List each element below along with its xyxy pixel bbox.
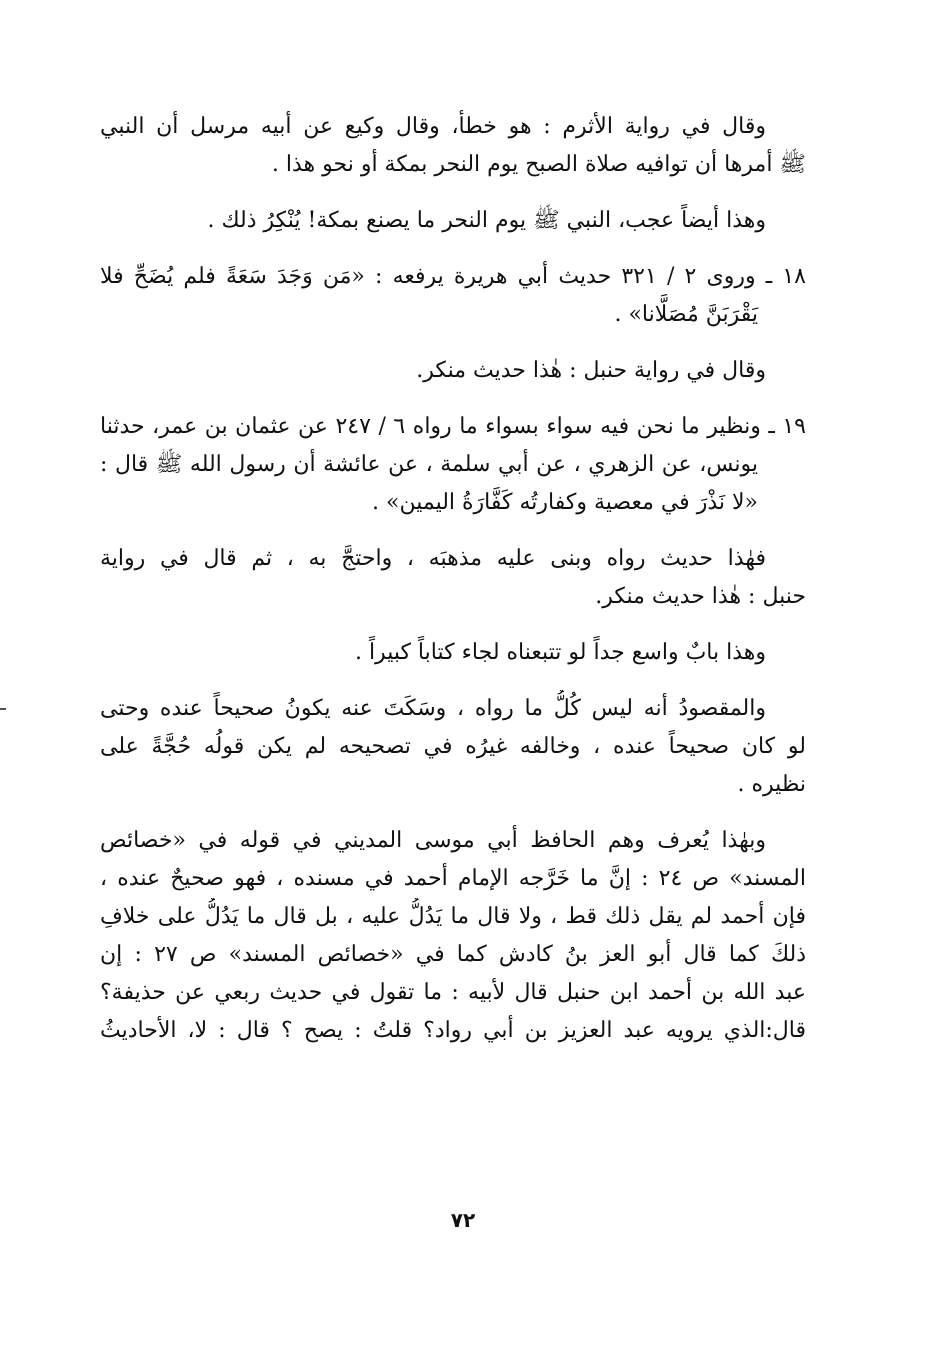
text-line: نظيره . [737,772,806,797]
text-line: فإن أحمد لم يقل ذلك قط ، ولا قال ما يَدُلُّ عليه ، بل قال ما يَدُلُّ على خلافِ [100,904,806,929]
text-line: ١٨ ـ وروى ٢ / ٣٢١ حديث أبي هريرة يرفعه : «مَن وَجَدَ سَعَةً فلم يُضَحِّ فلا [100,264,806,289]
text-line: يونس، عن الزهري ، عن أبي سلمة ، عن عائشة أن رسول الله ﷺ قال : [100,452,758,477]
paragraph-1 [100,108,806,184]
paragraph-4 [100,352,806,390]
text-line: قال:الذي يرويه عبد العزيز بن أبي رواد؟ قلتُ : يصح ؟ قال : لا، الأحاديثُ [100,1018,806,1043]
text-line: المسند» ص ٢٤ : إنَّ ما خَرَّجه الإمام أحمد في مسنده ، فهو صحيحٌ عنده ، [100,866,806,891]
text-line: «لا نَذْرَ في معصية وكفارتُه كَفَّارَةُ اليمين» . [372,490,758,515]
text-line: لو كان صحيحاً عنده ، وخالفه غيرُه في تصحيحه لم يكن قولُه حُجَّةً على [100,734,806,759]
margin-mark [0,708,6,710]
text-line: وقال في رواية الأثرم : هو خطأ، وقال وكيع عن أبيه مرسل أن النبي [100,114,766,139]
page-number: ٧٢ [450,1208,476,1232]
text-line: وهذا بابٌ واسع جداً لو تتبعناه لجاء كتاباً كبيراً . [354,640,766,665]
text-line: يَقْرَبَنَّ مُصَلَّانا» . [614,302,758,327]
text-line: عبد الله بن أحمد ابن حنبل قال لأبيه : ما تقول في حديث ربعي عن حذيفة؟ [100,980,806,1005]
paragraph-8 [100,690,806,804]
paragraph-7 [100,634,806,672]
text-line: ذلكَ كما قال أبو العز بنُ كادش كما في «خصائص المسند» ص ٢٧ : إن [100,942,806,967]
text-line: ﷺ أمرها أن توافيه صلاة الصبح يوم النحر بمكة أو نحو هذا . [271,152,806,177]
paragraph-6 [100,540,806,616]
paragraph-2 [100,202,806,240]
paragraph-3 [100,258,806,334]
text-line: وبهٰذا يُعرف وهم الحافظ أبي موسى المديني في قوله في «خصائص [100,828,766,853]
text-line: وقال في رواية حنبل : هٰذا حديث منكر. [416,358,766,383]
paragraph-9 [100,822,806,1050]
text-line: وهذا أيضاً عجب، النبي ﷺ يوم النحر ما يصنع بمكة! يُنْكِرُ ذلك . [207,208,766,233]
text-line: ١٩ ـ ونظير ما نحن فيه سواء بسواء ما رواه ٦ / ٢٤٧ عن عثمان بن عمر، حدثنا [100,414,806,439]
paragraph-5 [100,408,806,522]
text-line: فهٰذا حديث رواه وبنى عليه مذهبَه ، واحتجَّ به ، ثم قال في رواية [100,546,766,571]
text-line: حنبل : هٰذا حديث منكر. [595,584,806,609]
document-page [100,108,806,1068]
text-line: والمقصودُ أنه ليس كُلُّ ما رواه ، وسَكَتَ عنه يكونُ صحيحاً عنده وحتى [100,696,766,721]
